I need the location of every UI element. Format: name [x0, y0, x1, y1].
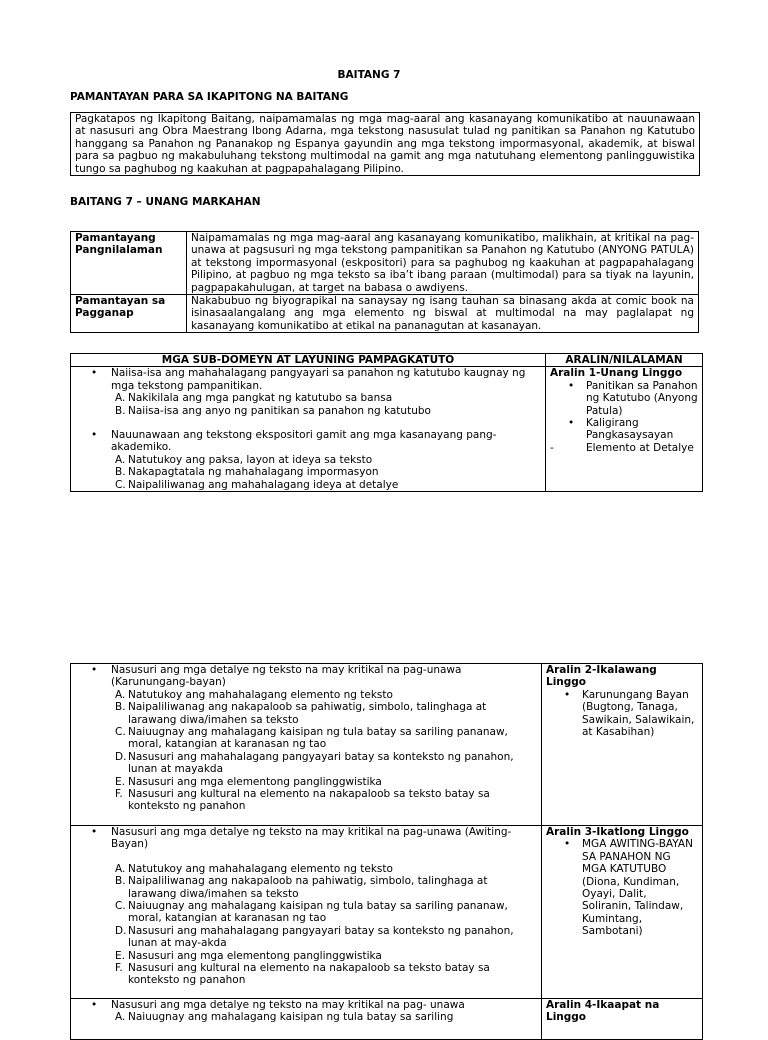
- list-item: B. Naipaliliwanag ang nakapaloob sa pahiwatig, simbolo, talinghaga at larawang diwa/imahen sa teksto: [115, 701, 487, 726]
- standard-heading: PAMANTAYAN PARA SA IKAPITONG NA BAITANG: [70, 91, 349, 103]
- table-row: [71, 664, 703, 826]
- lesson-title: Aralin 3-Ikatlong Linggo: [546, 826, 689, 838]
- list-item: F. Nasusuri ang kultural na elemento na nakapaloob sa teksto batay sa konteksto ng panahon: [115, 788, 490, 813]
- list-item: D. Nasusuri ang mahahalagang pangyayari batay sa konteksto ng panahon, lunan at may-akda: [115, 924, 514, 950]
- lesson-cell: [542, 826, 703, 999]
- table-row: [71, 295, 699, 333]
- lesson-item: • Panitikan sa Panahon ng Katutubo (Anyong Patula): [550, 380, 698, 417]
- objectives-cell: [71, 664, 542, 826]
- table-row: [71, 826, 703, 999]
- page-title: BAITANG 7: [337, 69, 401, 81]
- list-item: B. Naipaliliwanag ang nakapaloob na pahiwatig, simbolo, talinghaga at larawang diwa/imahen sa teksto: [115, 875, 488, 900]
- table-header-row: [71, 354, 703, 367]
- list-item: F. Nasusuri ang kultural na elemento na nakapaloob sa teksto batay sa konteksto ng panahon: [115, 962, 490, 987]
- list-item: D. Nasusuri ang mahahalagang pangyayari batay sa konteksto ng panahon, lunan at mayakda: [115, 750, 514, 776]
- list-item: • Nasusuri ang mga detalye ng teksto na may kritikal na pag- unawa: [71, 999, 537, 1011]
- table-row: [71, 367, 703, 492]
- row-text: Nakabubuo ng biyograpikal na sanaysay ng isang tauhan sa binasang akda at comic book na isinasaalangalang ang mga elemento ng biswal at multimodal na may paglalapat ng kasanayang komunikatibo at etikal na pananagutan at kasanayan.: [187, 295, 699, 333]
- list-item: A. Naiuugnay ang mahalagang kaisipan ng tula batay sa sariling: [115, 1011, 454, 1024]
- lesson-cell: [542, 664, 703, 826]
- column-header: MGA SUB-DOMEYN AT LAYUNING PAMPAGKATUTO: [71, 354, 546, 367]
- column-header: ARALIN/NILALAMAN: [546, 354, 703, 367]
- list-item: A. Natutukoy ang paksa, layon at ideya sa teksto: [115, 453, 373, 466]
- quarter-standards-table: [70, 231, 699, 333]
- lesson-cell: [542, 999, 703, 1040]
- list-item: C. Naiuugnay ang mahalagang kaisipan ng tula batay sa sariling pananaw, moral, katangian at karanasan ng tao: [115, 726, 508, 751]
- lesson-item: • Kaligirang Pangkasaysayan: [550, 417, 698, 442]
- list-item: C. Naipaliliwanag ang mahahalagang ideya at detalye: [115, 478, 399, 491]
- table-row: [71, 999, 703, 1040]
- list-item: A. Nakikilala ang mga pangkat ng katutubo sa bansa: [115, 392, 393, 405]
- standard-text: Pagkatapos ng Ikapitong Baitang, naipamamalas ng mga mag-aaral ang kasanayang komunikatibo at nauunawaan at nasusuri ang Obra Maestrang Ibong Adarna, mga tekstong nasusulat tulad ng panitikan sa Panahon ng Katutubo hanggang sa Panahon ng Pananakop ng Espanya gayundin ang mga tekstong impormasyonal, akademik, at biswal para sa pagbuo ng makabuluhang tekstong multimodal na gamit ang mga natutuhang elementong panlingguwistika tungo sa paghubog ng kaakuhan at pagpapahalagang Pilipino.: [75, 113, 695, 175]
- list-item: E. Nasusuri ang mga elementong panglinggwistika: [115, 775, 382, 788]
- lessons-table: [70, 663, 703, 1040]
- objectives-cell: [71, 999, 542, 1040]
- lesson-cell: [546, 367, 703, 492]
- subdomain-table: [70, 353, 703, 492]
- row-text: Naipamamalas ng mga mag-aaral ang kasanayang komunikatibo, malikhain, at kritikal na pag-unawa at pagsusuri ng mga tekstong pampanitikan sa Panahon ng Katutubo (ANYONG PATULA) at tekstong impormasyonal (eskpositori) para sa paghubog ng kaakuhan at pagpapahalagang Pilipino, at pagbuo ng mga teksto sa iba’t ibang paraan (multimodal) para sa tiyak na layunin, pagpapakahulugan, at target na babasa o awdiyens.: [187, 232, 699, 295]
- list-item: E. Nasusuri ang mga elementong panglinggwistika: [115, 949, 382, 962]
- lesson-item: • MGA AWITING-BAYAN SA PANAHON NG MGA KATUTUBO (Diona, Kundiman, Oyayi, Dalit, Soliranin, Talindaw, Kumintang, Sambotani): [546, 838, 698, 937]
- list-item: • Nasusuri ang mga detalye ng teksto na may kritikal na pag-unawa (Karunungang-bayan): [71, 664, 537, 689]
- lesson-item: - Elemento at Detalye: [550, 441, 694, 454]
- list-item: • Nasusuri ang mga detalye ng teksto na may kritikal na pag-unawa (Awiting-Bayan): [71, 826, 537, 851]
- row-label: Pamantayan sa Pagganap: [71, 295, 187, 333]
- list-item: A. Natutukoy ang mahahalagang elemento ng teksto: [115, 862, 393, 875]
- row-label: Pamantayang Pangnilalaman: [71, 232, 187, 295]
- list-item: • Naiisa-isa ang mahahalagang pangyayari sa panahon ng katutubo kaugnay ng mga tekstong pampanitikan.: [71, 367, 541, 392]
- objectives-cell: [71, 826, 542, 999]
- lesson-item: • Karunungang Bayan (Bugtong, Tanaga, Sawikain, Salawikain, at Kasabihan): [546, 689, 698, 739]
- standard-box: [70, 112, 700, 176]
- list-item: • Nauunawaan ang tekstong ekspositori gamit ang mga kasanayang pang-akademiko.: [71, 429, 541, 454]
- list-item: B. Nakapagtatala ng mahahalagang impormasyon: [115, 466, 379, 479]
- table-row: [71, 232, 699, 295]
- list-item: B. Naiisa-isa ang anyo ng panitikan sa panahon ng katutubo: [115, 404, 431, 417]
- quarter-heading: BAITANG 7 – UNANG MARKAHAN: [70, 196, 261, 208]
- lesson-title: Aralin 1-Unang Linggo: [550, 367, 683, 380]
- list-item: C. Naiuugnay ang mahalagang kaisipan ng tula batay sa sariling pananaw, moral, katangian at karanasan ng tao: [115, 900, 508, 925]
- list-item: A. Natutukoy ang mahahalagang elemento ng teksto: [115, 688, 393, 701]
- lesson-title: Aralin 2-Ikalawang Linggo: [546, 664, 657, 689]
- lesson-title: Aralin 4-Ikaapat na Linggo: [546, 999, 660, 1024]
- objectives-cell: [71, 367, 546, 492]
